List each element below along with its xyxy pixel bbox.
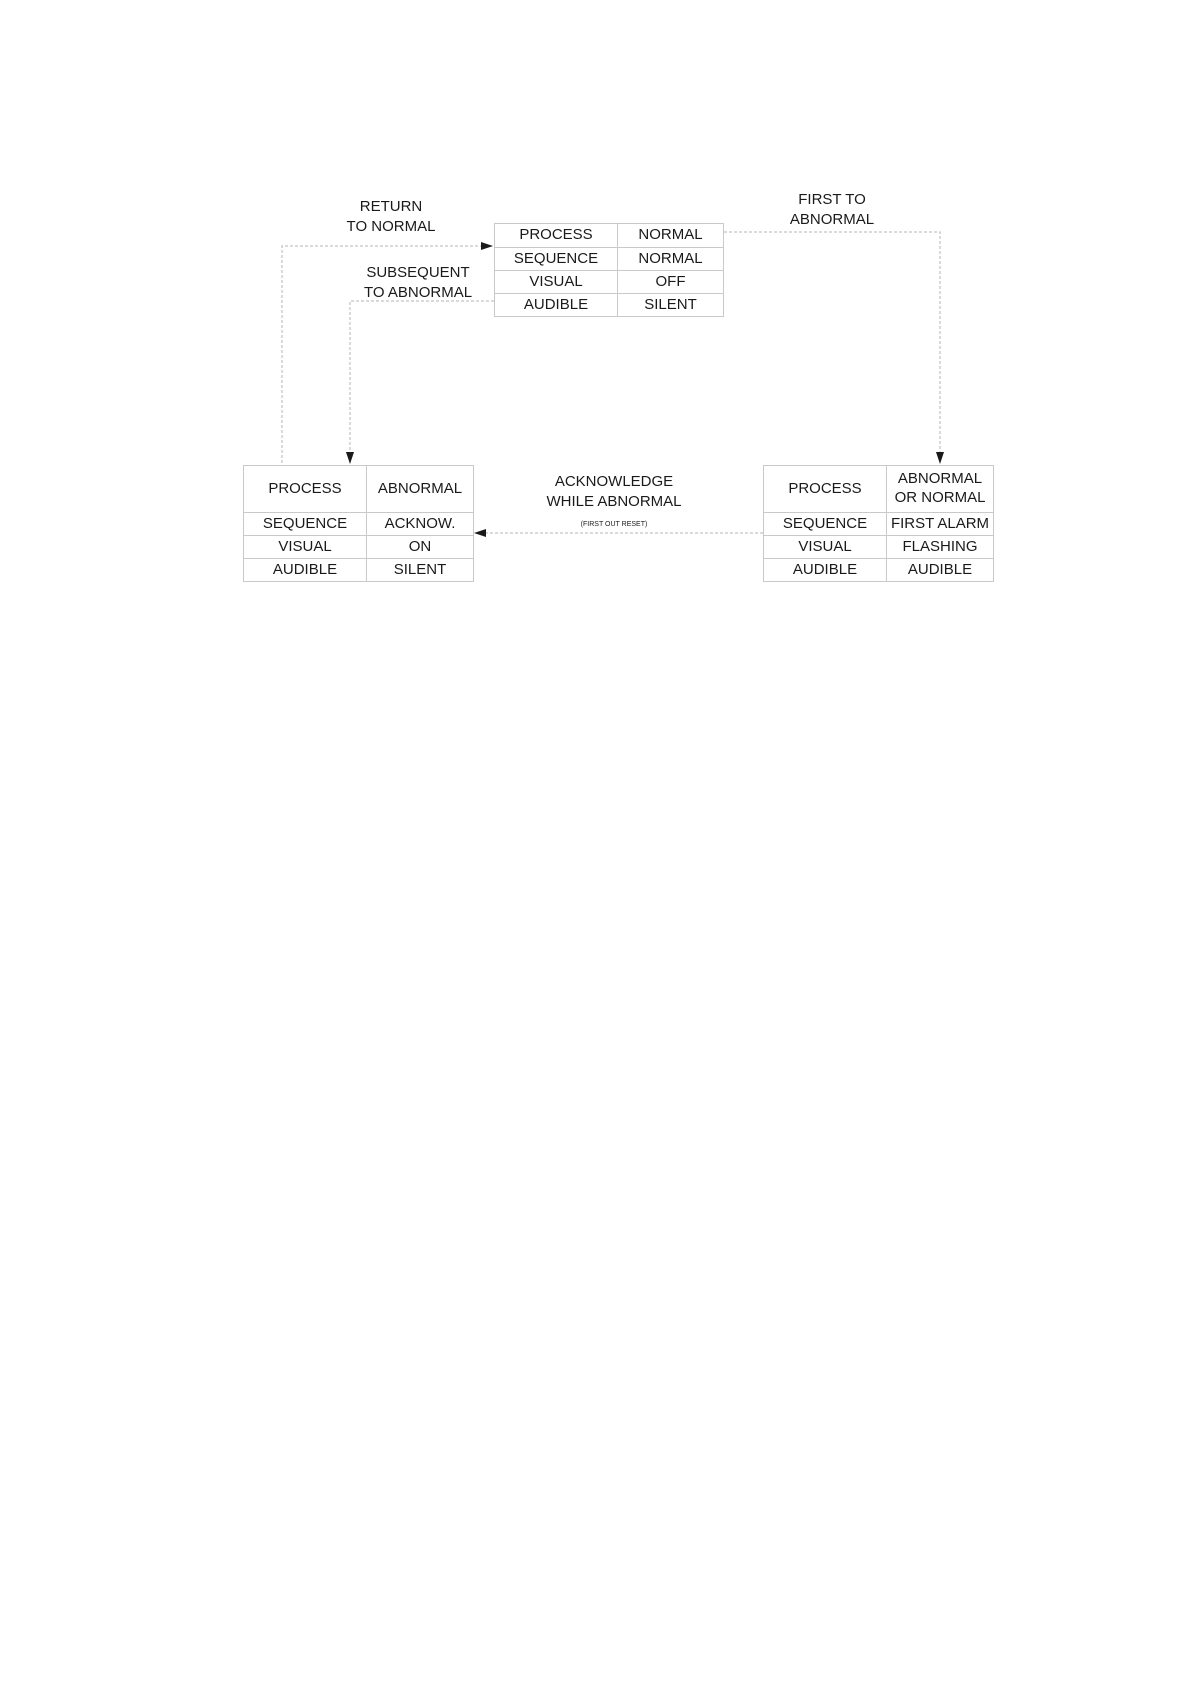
table-row — [495, 271, 724, 294]
table-row — [764, 513, 994, 536]
first-to-abnormal-label: FIRST TO ABNORMAL — [789, 191, 875, 228]
state-value-audible: AUDIBLE — [887, 559, 994, 582]
table-row — [495, 294, 724, 317]
state-value-process: NORMAL — [618, 224, 724, 248]
state-field-visual: VISUAL — [764, 536, 887, 559]
first-out-reset-note: (FIRST OUT RESET) — [580, 521, 648, 528]
state-value-visual: FLASHING — [887, 536, 994, 559]
state-value-audible: SILENT — [367, 559, 474, 582]
state-field-process: PROCESS — [244, 466, 367, 513]
state-table-normal — [494, 223, 724, 317]
state-value-process: ABNORMAL — [367, 466, 474, 513]
state-table-first-alarm — [763, 465, 994, 582]
state-value-sequence: NORMAL — [618, 248, 724, 271]
state-value-visual: ON — [367, 536, 474, 559]
state-field-audible: AUDIBLE — [495, 294, 618, 317]
acknowledge-while-abnormal-label: ACKNOWLEDGE WHILE ABNORMAL — [546, 473, 682, 510]
state-field-audible: AUDIBLE — [244, 559, 367, 582]
state-field-sequence: SEQUENCE — [495, 248, 618, 271]
table-row — [764, 536, 994, 559]
table-row — [244, 536, 474, 559]
state-field-visual: VISUAL — [244, 536, 367, 559]
table-row — [495, 248, 724, 271]
table-row — [764, 466, 994, 513]
state-table-acknowledged — [243, 465, 474, 582]
state-field-process: PROCESS — [495, 224, 618, 248]
subsequent-to-abnormal-label: SUBSEQUENT TO ABNORMAL — [363, 264, 473, 301]
table-row — [244, 466, 474, 513]
state-field-visual: VISUAL — [495, 271, 618, 294]
table-row — [495, 224, 724, 248]
state-field-sequence: SEQUENCE — [764, 513, 887, 536]
state-value-audible: SILENT — [618, 294, 724, 317]
table-row — [244, 559, 474, 582]
state-field-process: PROCESS — [764, 466, 887, 513]
subsequent-to-abnormal-arrow — [350, 301, 494, 463]
table-row — [764, 559, 994, 582]
state-value-process: ABNORMAL OR NORMAL — [887, 466, 994, 513]
state-field-sequence: SEQUENCE — [244, 513, 367, 536]
state-value-visual: OFF — [618, 271, 724, 294]
state-field-audible: AUDIBLE — [764, 559, 887, 582]
first-to-abnormal-arrow — [724, 232, 940, 463]
table-row — [244, 513, 474, 536]
state-value-sequence: ACKNOW. — [367, 513, 474, 536]
return-to-normal-label: RETURN TO NORMAL — [346, 198, 436, 235]
state-value-sequence: FIRST ALARM — [887, 513, 994, 536]
